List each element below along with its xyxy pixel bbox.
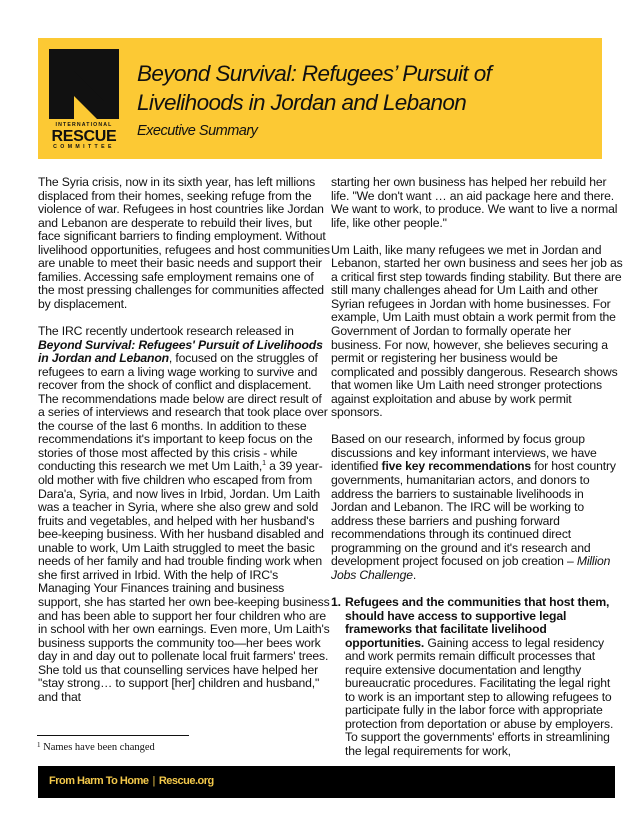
challenges-paragraph: Um Laith, like many refugees we met in Jordan and Lebanon, started her own business and sees her job as a critical first step towards finding stability. But there are still many challenges ahead for Um Laith and other Syrian refugees in Jordan with home businesses. For example, Um Laith must obtain a work permit from the Government of Jordan to formally operate her business. For now, however, she believes securing a permit or registering her business would be complicated and possibly dangerous. Research shows that women like Um Laith need stronger protections against exploitation and abuse by work permit sponsors. xyxy=(331,242,623,420)
recommendations-mid-text: for host country governments, humanitarian actors, and donors to address the barriers to sustainable livelihoods in Jordan and Lebanon. The IRC will be working to address these barriers and pushing forward recommendations through its continued direct programming on the ground and it's research and development project focused on job creation – xyxy=(331,459,616,569)
logo-text-rescue: RESCUE xyxy=(51,128,117,145)
right-column xyxy=(331,176,623,759)
intro-paragraph: The Syria crisis, now in its sixth year, has left millions displaced from their homes, seeking refuge from the violence of war. Refugees in host countries like Jordan and Lebanon are desperate to rebuild their lives, but face significant barriers to finding employment. Without livelihood opportunities, refugees and host communities are unable to meet their basic needs and support their families. Accessing safe employment remains one of the most pressing challenges for communities affected by displacement. xyxy=(38,175,330,311)
title-line-1: Beyond Survival: Refugees’ Pursuit of xyxy=(137,61,492,86)
header-banner xyxy=(38,38,602,159)
left-column xyxy=(38,176,330,718)
recommendation-body: Gaining access to legal residency and work permits remain difficult processes that require extensive documentation and lengthy bureaucratic procedures. Facilitating the legal right to work is an important step to allowing refugees to participate fully in the labor force with appropriate protection from deportation or abuse by employers. To support the governments' efforts in streamlining the legal requirements for work, xyxy=(345,635,614,758)
footnote-reference[interactable]: 1 xyxy=(262,460,266,468)
recommendations-end-text: . xyxy=(412,567,417,582)
footnote-text: Names have been changed xyxy=(40,742,155,753)
logo-text-international: INTERNATIONAL xyxy=(55,122,113,128)
irc-arrow-logo-icon xyxy=(49,49,119,119)
footer-website-link[interactable]: Rescue.org xyxy=(158,775,214,787)
title-line-2: Livelihoods in Jordan and Lebanon xyxy=(137,90,467,115)
research-body-text: , focused on the struggles of refugees to earn a living wage working to survive and recover from the shock of conflict and displacement. The recommendations made below are direct result of a series of interviews and research that took place over the course of the last 6 months. In addition to these recommendations it's important to keep focus on the stories of those most affected by this crisis - while conducting this research we met Um Laith, xyxy=(38,351,328,474)
quote-paragraph: starting her own business has helped her rebuild her life. "We don't want … an aid package here and there. We want to work, to produce. We want to live a normal life, like other people." xyxy=(331,175,618,230)
irc-logo xyxy=(49,49,119,149)
recommendation-heading: Refugees and the communities that host them, should have access to supportive legal frameworks that facilitate livelihood opportunities. xyxy=(345,594,610,650)
recommendations-intro-text: Based on our research, informed by focus group discussions and key informant interviews, we have identified xyxy=(331,432,597,474)
recommendations-intro-paragraph xyxy=(331,433,623,582)
logo-text-committee: COMMITTEE xyxy=(53,144,115,150)
footnote xyxy=(37,742,155,753)
research-paragraph xyxy=(38,325,330,704)
footnote-divider xyxy=(37,735,189,736)
recommendation-item xyxy=(331,596,623,759)
recommendation-number: 1. xyxy=(331,594,341,609)
document-subtitle: Executive Summary xyxy=(137,123,258,139)
um-laith-story-text: a 39 year-old mother with five children who escaped from from Dara'a, Syria, and now lives in Irbid, Jordan. Um Laith was a teacher in Syria, where she also grew and sold fruits and vegetables, and helped with her husband's bee-keeping business. With her husband disabled and unable to work, Um Laith struggled to meet the basic needs of her family and had trouble finding work when she first arrived in Irbid. With the help of IRC's Managing Your Finances training and business support, she has started her own bee-keeping business and has been able to support her four children who are in school with her own earnings. Even more, Um Laith's business supports the community too—her bees work day in and day out to pollenate local fruit farmers' trees. She told us that counselling services have helped her "stay strong… to support [her] children and husband," and that xyxy=(38,459,330,704)
research-intro-text: The IRC recently undertook research released in xyxy=(38,324,294,339)
report-title-reference: Beyond Survival: Refugees' Pursuit of Livelihoods in Jordan and Lebanon xyxy=(38,337,323,366)
recommendations-list xyxy=(331,596,623,759)
five-key-recommendations-emphasis: five key recommendations xyxy=(381,459,532,474)
footer-text xyxy=(49,775,214,787)
footer-tagline: From Harm To Home xyxy=(49,775,149,787)
footer-separator: | xyxy=(152,775,155,787)
footer-bar xyxy=(38,766,615,798)
footnote-marker: 1 xyxy=(37,741,41,749)
million-jobs-challenge-reference: Million Jobs Challenge xyxy=(331,554,611,582)
document-title xyxy=(137,59,491,117)
